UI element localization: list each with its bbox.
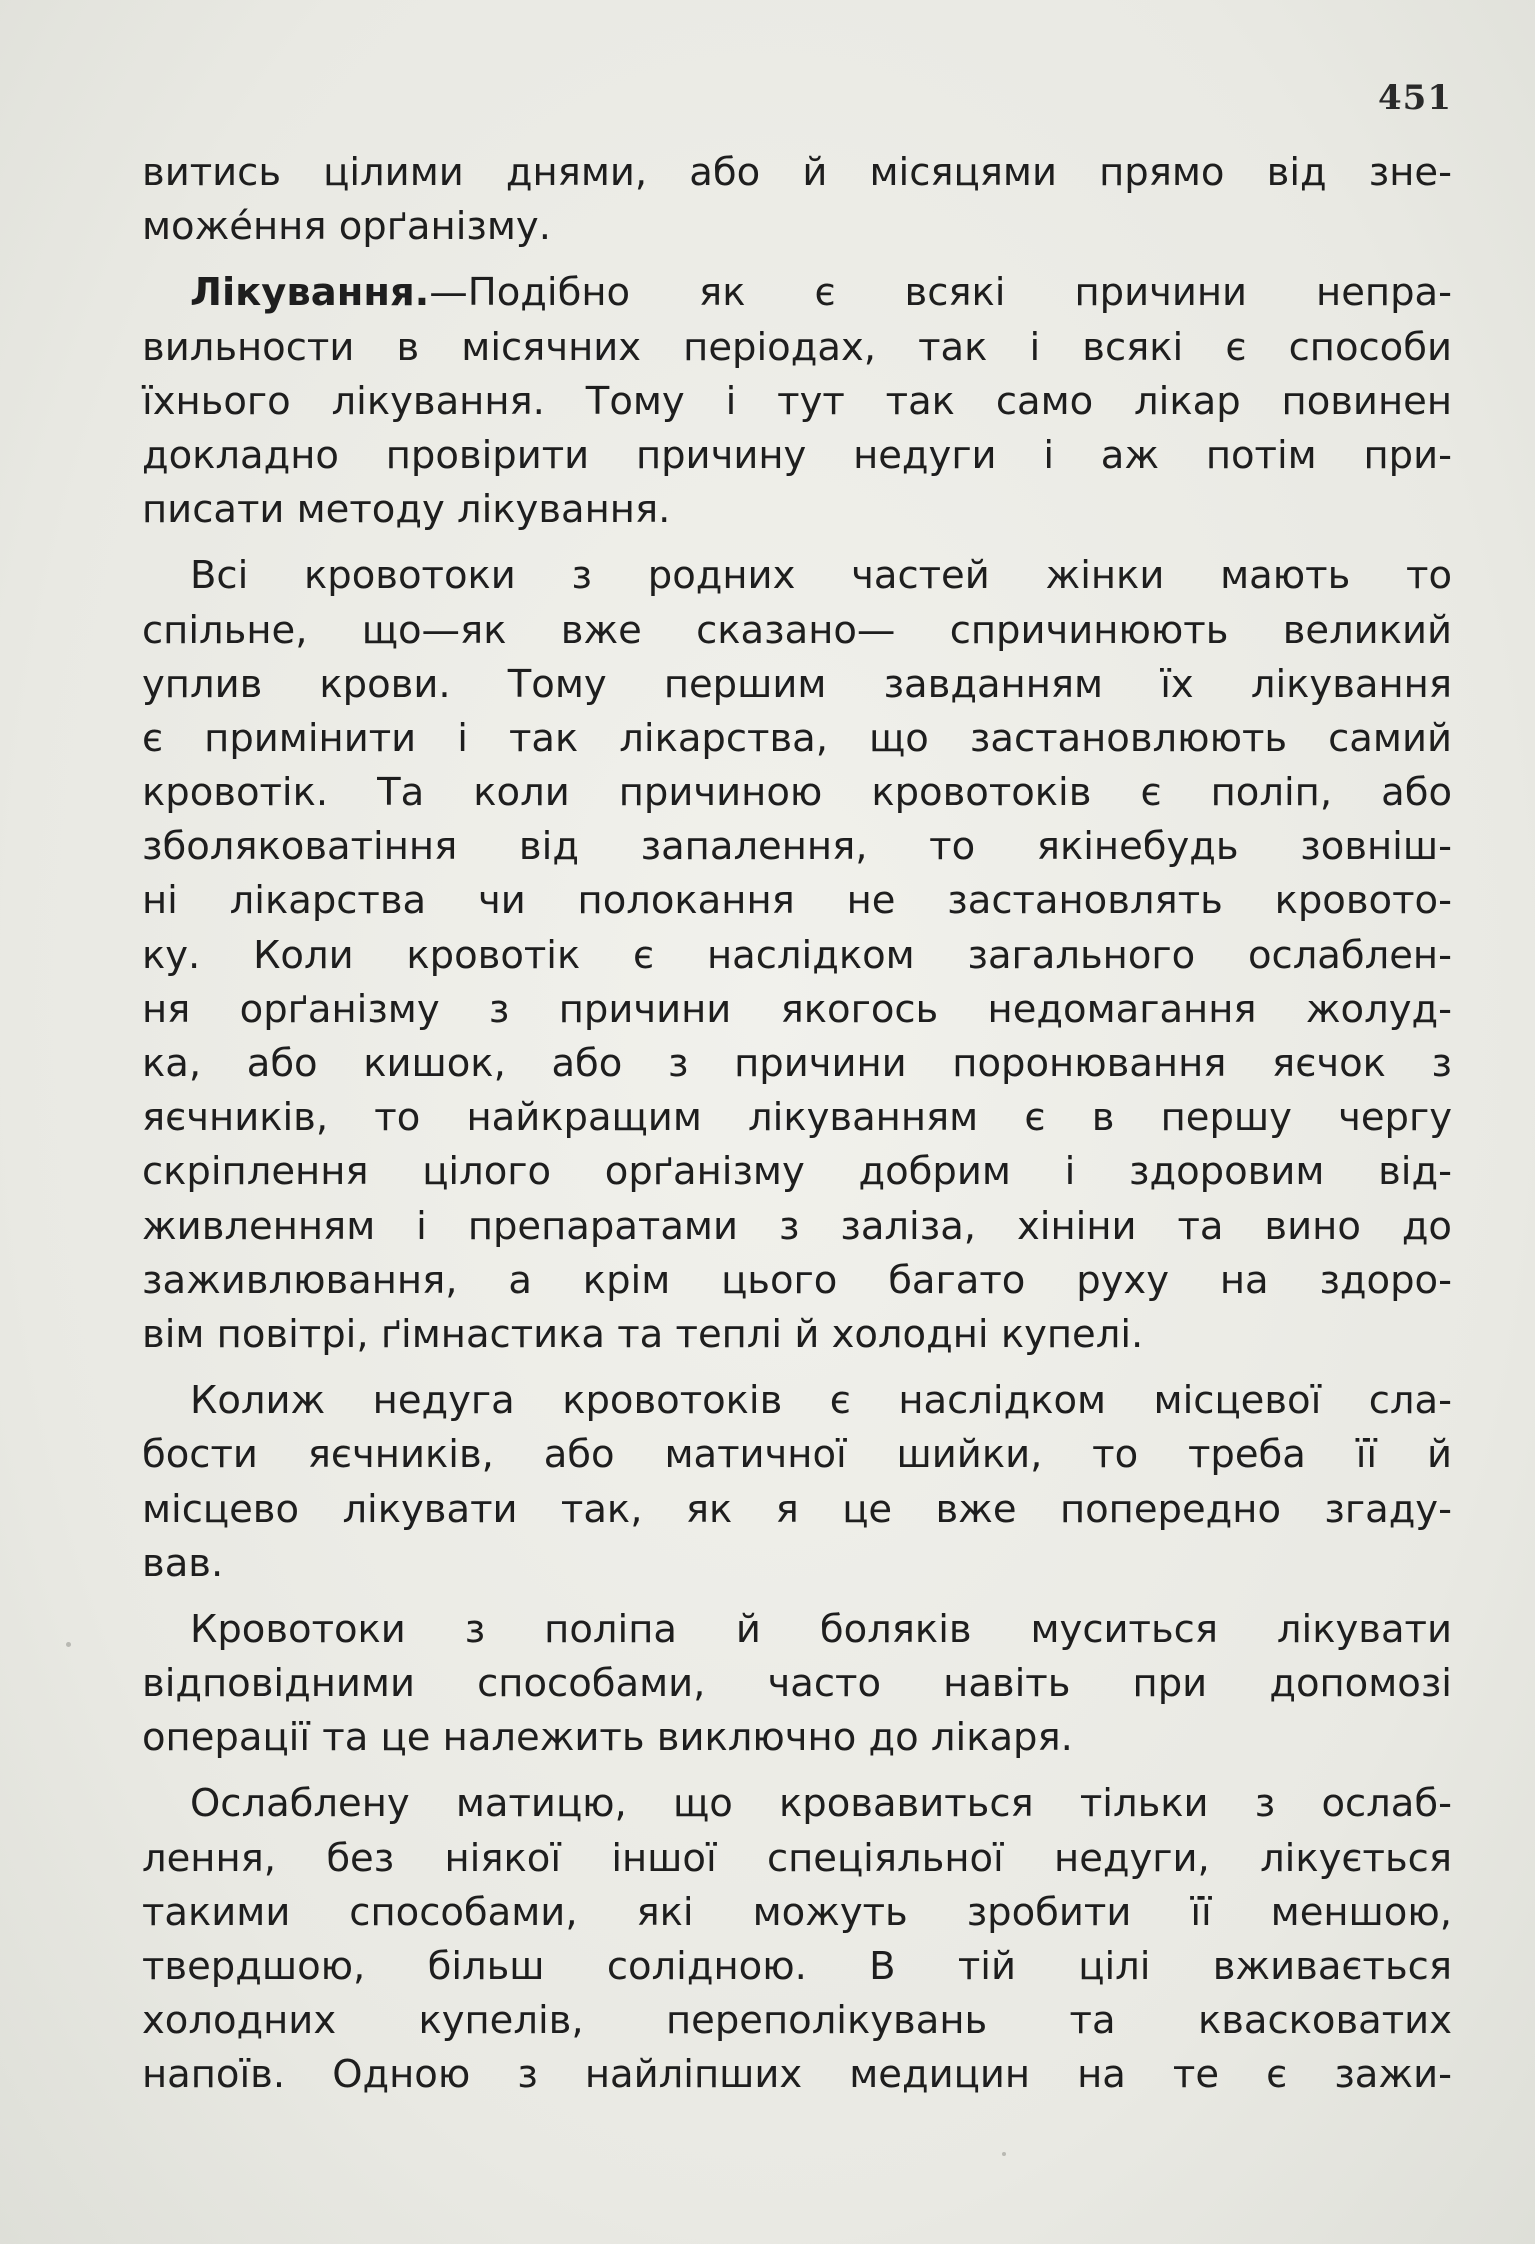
text-line: відповідними способами, часто навіть при допомозі	[142, 1661, 1452, 1707]
text-line: Всі кровотоки з родних частей жінки мають то	[190, 553, 1452, 599]
text-line: Кровотоки з поліпа й боляків муситься лікувати	[190, 1606, 1452, 1652]
heading-line-text: —Подібно як є всякі причини непра-	[429, 270, 1452, 316]
text-line: бости яєчників, або матичної шийки, то треба її й	[142, 1432, 1452, 1478]
paragraph-5	[142, 1603, 1452, 1766]
text-line: живленням і препаратами з заліза, хініни та вино до	[142, 1203, 1452, 1249]
text-line: їхнього лікування. Тому і тут так само лікар повинен	[142, 378, 1452, 424]
text-line: вильности в місячних періодах, так і всякі є способи	[142, 324, 1452, 370]
paragraph-4	[142, 1374, 1452, 1591]
text-line: Колиж недуга кровотоків є наслідком місцевої сла-	[190, 1378, 1452, 1424]
text-line: яєчників, то найкращим лікуванням є в першу чергу	[142, 1095, 1452, 1141]
text-line: писати методу лікування.	[142, 487, 671, 533]
page-body	[142, 146, 1452, 2115]
text-line: Ослаблену матицю, що кровавиться тільки з ослаб-	[190, 1781, 1452, 1827]
paper-speck	[1002, 2152, 1006, 2156]
text-line: напоїв. Одною з найліпших медицин на те є зажи-	[142, 2052, 1452, 2098]
text-line: заживлювання, а крім цього багато руху на здоро-	[142, 1257, 1452, 1303]
text-line: скріплення цілого орґанізму добрим і здоровим від-	[142, 1149, 1452, 1195]
paragraph-3	[142, 549, 1452, 1362]
text-line: вав.	[142, 1540, 224, 1586]
text-line: кровотік. Та коли причиною кровотоків є поліп, або	[142, 770, 1452, 816]
text-line: лення, без ніякої іншої спеціяльної недуги, лікується	[142, 1835, 1452, 1881]
text-line: такими способами, які можуть зробити її меншою,	[142, 1889, 1452, 1935]
text-line: докладно провірити причину недуги і аж потім при-	[142, 432, 1452, 478]
paragraph-2	[142, 266, 1452, 537]
text-line: ня орґанізму з причини якогось недомагання жолуд-	[142, 986, 1452, 1032]
text-line: холодних купелів, переполікувань та квасковатих	[142, 1998, 1452, 2044]
text-line: ка, або кишок, або з причини поронювання яєчок з	[142, 1041, 1452, 1086]
text-line	[142, 266, 1452, 320]
text-line: операції та це належить виключно до лікаря.	[142, 1715, 1073, 1761]
section-heading: Лікування.	[190, 270, 430, 316]
page-number: 451	[1378, 78, 1452, 118]
paragraph-6	[142, 1777, 1452, 2102]
paragraph-1	[142, 146, 1452, 254]
text-line: вім повітрі, ґімнастика та теплі й холодні купелі.	[142, 1311, 1144, 1357]
text-line: твердшою, більш солідною. В тій цілі вживається	[142, 1944, 1452, 1989]
text-line: є примінити і так лікарства, що застановлюють самий	[142, 715, 1452, 761]
text-line: уплив крови. Тому першим завданням їх лікування	[142, 661, 1452, 707]
text-line: може́ння орґанізму.	[142, 204, 551, 250]
text-line: місцево лікувати так, як я це вже попередно згаду-	[142, 1486, 1452, 1532]
text-line: зболяковатіння від запалення, то якінебудь зовніш-	[142, 824, 1452, 870]
text-line: ні лікарства чи полокання не застановлять кровото-	[142, 878, 1452, 924]
text-line: витись цілими днями, або й місяцями прямо від зне-	[142, 150, 1452, 195]
text-line: ку. Коли кровотік є наслідком загального ослаблен-	[142, 932, 1452, 978]
text-line: спільне, що—як вже сказано— спричинюють великий	[142, 607, 1452, 653]
paper-speck	[66, 1642, 71, 1647]
